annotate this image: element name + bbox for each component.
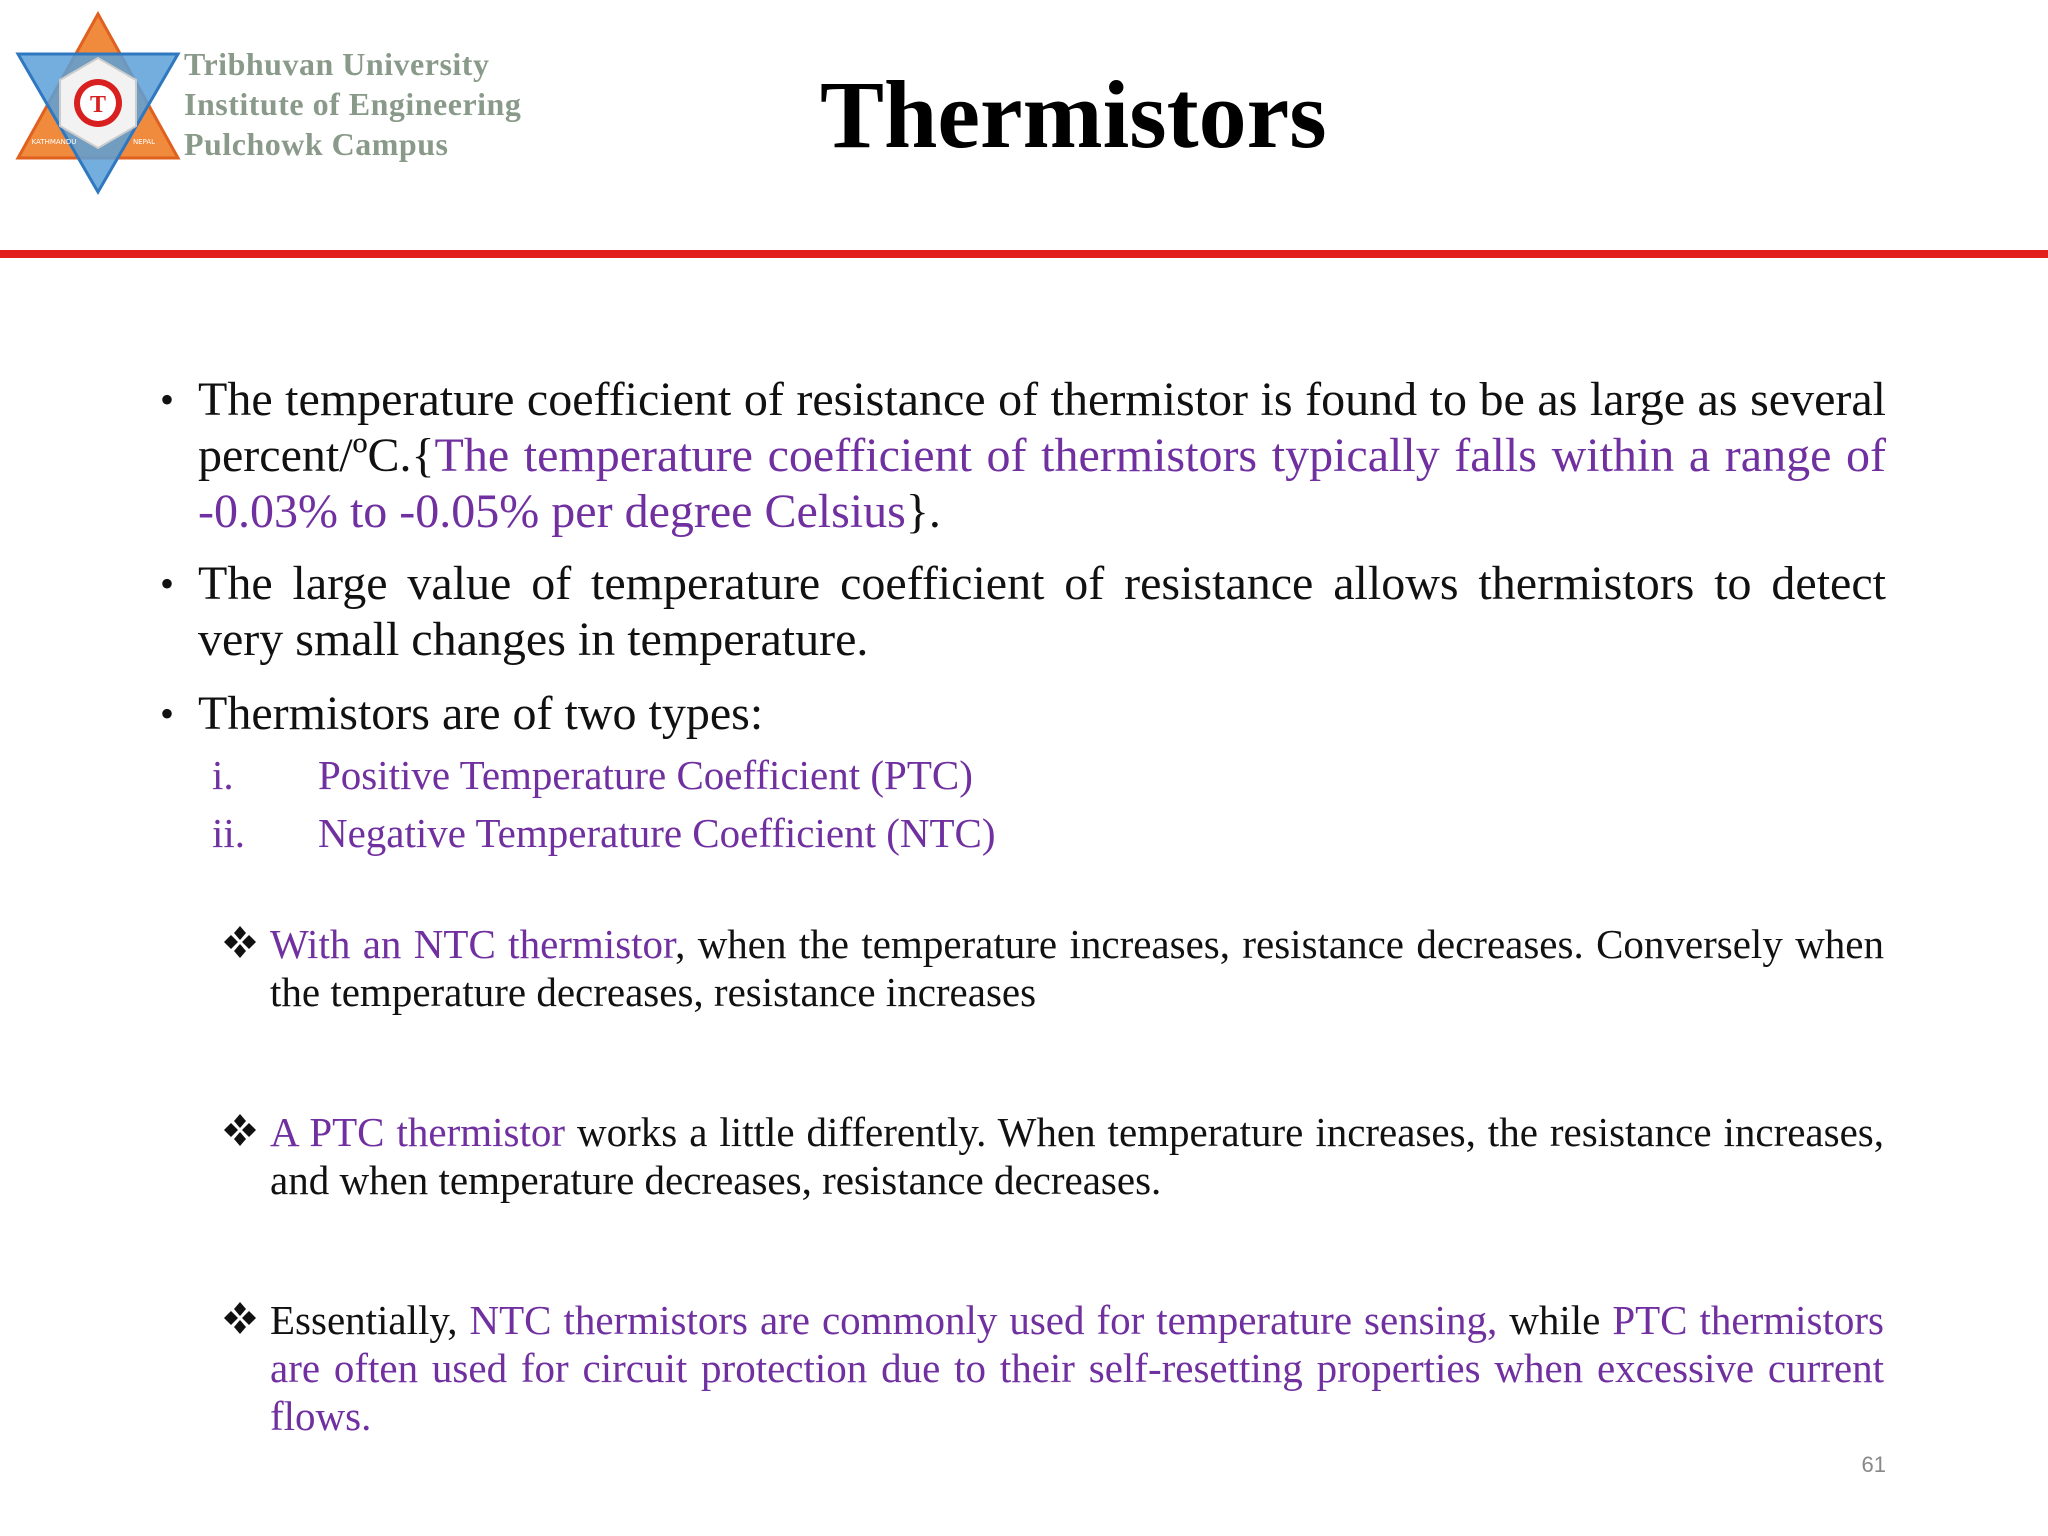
bullet-large-value bbox=[160, 556, 1886, 668]
note-text: With an NTC thermistor, when the temperature increases, resistance decreases. Conversely when the temperature decreases, resistance increases bbox=[270, 921, 1884, 1015]
diamond-bullet-icon bbox=[222, 1300, 258, 1336]
logo-text bbox=[184, 44, 521, 164]
logo-line-campus: Pulchowk Campus bbox=[184, 126, 449, 162]
bullet-dot: • bbox=[160, 691, 175, 736]
bullet-text: Thermistors are of two types: bbox=[198, 687, 764, 740]
slide-header bbox=[0, 0, 2048, 260]
bullet-text: The large value of temperature coefficient of resistance allows thermistors to detect very small changes in temperature. bbox=[198, 557, 1886, 666]
svg-text:T: T bbox=[89, 92, 107, 118]
title-divider bbox=[0, 250, 2048, 258]
list-number: ii. bbox=[212, 810, 246, 856]
slide-title: Thermistors bbox=[820, 61, 1327, 168]
svg-text:KATHMANDU: KATHMANDU bbox=[31, 138, 77, 146]
note-text: A PTC thermistor works a little differently. When temperature increases, the resistance increases, and when temperature decreases, resistance decreases. bbox=[270, 1109, 1884, 1203]
thermistor-types-list bbox=[212, 746, 1512, 862]
list-label: Negative Temperature Coefficient (NTC) bbox=[318, 810, 996, 856]
star-of-david-emblem-icon bbox=[8, 8, 188, 198]
note-text: Essentially, NTC thermistors are commonly used for temperature sensing, while PTC thermistors are often used for circuit protection due to their self-resetting properties when excessive current flows. bbox=[270, 1297, 1884, 1439]
bullet-text: The temperature coefficient of resistance of thermistor is found to be as large as several percent/ºC.{The temperature coefficient of thermistors typically falls within a range of -0.03% to -0.05% per degree Celsius}. bbox=[198, 373, 1886, 538]
page-number: 61 bbox=[1861, 1452, 1886, 1477]
institution-logo bbox=[8, 8, 608, 198]
logo-line-university: Tribhuvan University bbox=[184, 46, 490, 82]
bullet-temperature-coefficient bbox=[160, 372, 1886, 540]
logo-line-institute: Institute of Engineering bbox=[184, 86, 522, 122]
list-item bbox=[212, 804, 1512, 862]
list-label: Positive Temperature Coefficient (PTC) bbox=[318, 752, 973, 798]
note-ntc bbox=[222, 920, 1884, 1016]
list-item bbox=[212, 746, 1512, 804]
bullet-dot: • bbox=[160, 561, 175, 606]
list-number: i. bbox=[212, 752, 234, 798]
note-ptc bbox=[222, 1108, 1884, 1204]
diamond-bullet-icon bbox=[222, 924, 258, 960]
svg-text:NEPAL: NEPAL bbox=[132, 138, 156, 146]
diamond-bullet-icon bbox=[222, 1112, 258, 1148]
bullet-two-types bbox=[160, 686, 1886, 742]
note-essentially bbox=[222, 1296, 1884, 1440]
bullet-dot: • bbox=[160, 377, 175, 422]
